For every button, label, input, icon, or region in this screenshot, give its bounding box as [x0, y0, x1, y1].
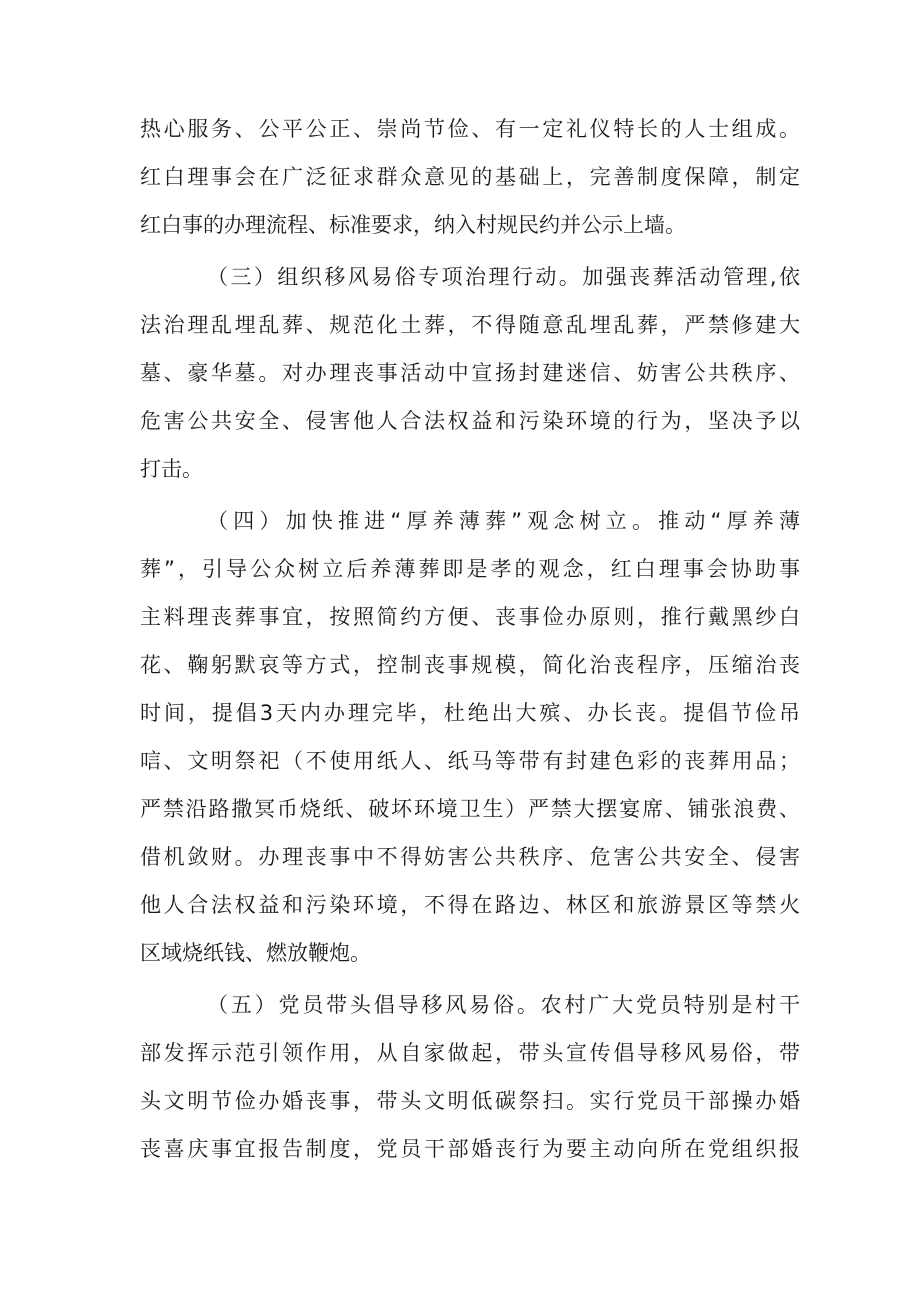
paragraph-line: 头文明节俭办婚丧事，带头文明低碳祭扫。实行党员干部操办婚 [140, 1089, 800, 1113]
paragraph-line: 借机敛财。办理丧事中不得妨害公共秩序、危害公共安全、侵害 [140, 845, 800, 869]
paragraph-line: 葬”，引导公众树立后养薄葬即是孝的观念，红白理事会协助事 [140, 557, 800, 581]
paragraph-line: 打击。 [140, 457, 203, 481]
section-heading-line: （五）党员带头倡导移风易俗。农村广大党员特别是村干 [207, 993, 800, 1017]
paragraph-line: 墓、豪华墓。对办理丧事活动中宣扬封建迷信、妨害公共秩序、 [140, 361, 800, 385]
paragraph-line: 危害公共安全、侵害他人合法权益和污染环境的行为，坚决予以 [140, 409, 800, 433]
paragraph-line: 法治理乱埋乱葬、规范化土葬，不得随意乱埋乱葬，严禁修建大 [140, 313, 800, 337]
paragraph-line: 他人合法权益和污染环境，不得在路边、林区和旅游景区等禁火 [140, 893, 800, 917]
paragraph-line: 花、鞠躬默哀等方式，控制丧事规模，简化治丧程序，压缩治丧 [140, 653, 800, 677]
paragraph-line: 部发挥示范引领作用，从自家做起，带头宣传倡导移风易俗，带 [140, 1041, 800, 1065]
paragraph-line: 红白理事会在广泛征求群众意见的基础上，完善制度保障，制定 [140, 165, 800, 189]
paragraph-line: 主料理丧葬事宜，按照简约方便、丧事俭办原则，推行戴黑纱白 [140, 605, 800, 629]
paragraph-line: 严禁沿路撒冥币烧纸、破坏环境卫生）严禁大摆宴席、铺张浪费、 [140, 797, 800, 821]
paragraph-line: 时间，提倡3天内办理完毕，杜绝出大殡、办长丧。提倡节俭吊 [140, 701, 800, 725]
paragraph-line: 红白事的办理流程、标准要求，纳入村规民约并公示上墙。 [140, 213, 686, 237]
paragraph-line: 唁、文明祭祀（不使用纸人、纸马等带有封建色彩的丧葬用品； [140, 749, 800, 773]
section-heading-line: （四）加快推进“厚养薄葬”观念树立。推动“厚养薄 [207, 509, 800, 533]
paragraph-line: 热心服务、公平公正、崇尚节俭、有一定礼仪特长的人士组成。 [140, 117, 800, 141]
section-heading-line: （三）组织移风易俗专项治理行动。加强丧葬活动管理,依 [207, 265, 800, 289]
paragraph-line: 区域烧纸钱、燃放鞭炮。 [140, 941, 371, 965]
paragraph-line: 丧喜庆事宜报告制度，党员干部婚丧行为要主动向所在党组织报 [140, 1137, 800, 1161]
